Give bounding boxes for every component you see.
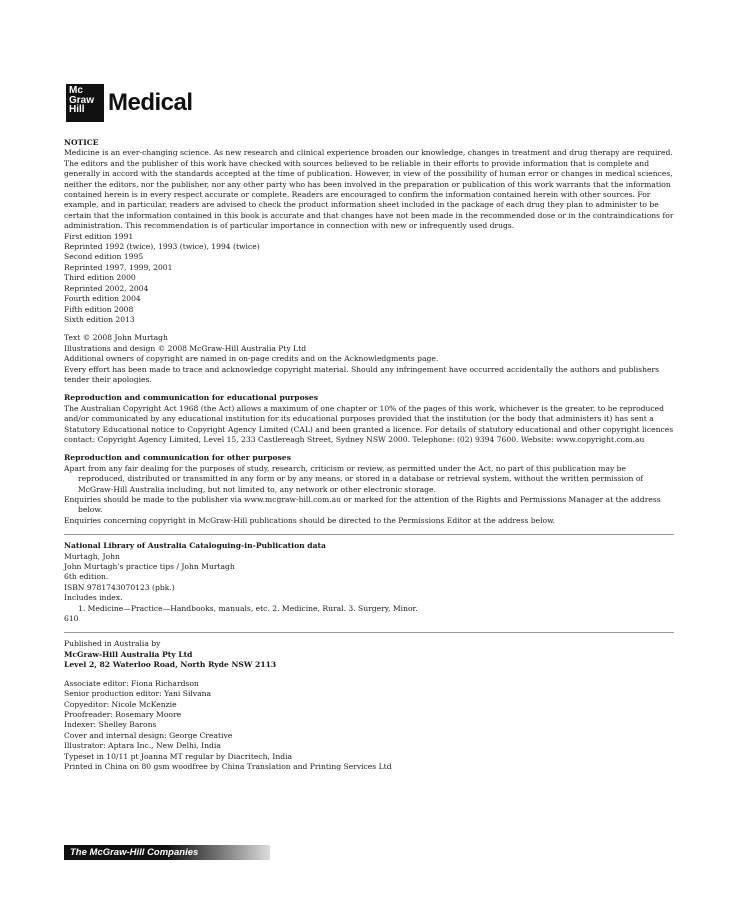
notice-heading: NOTICE	[64, 138, 99, 147]
educational-heading: Reproduction and communication for educational purposes	[64, 393, 319, 403]
other-purposes-section	[64, 453, 674, 526]
cip-line: Includes index.	[64, 593, 123, 603]
cip-line: ISBN 9781743070123 (pbk.)	[64, 582, 175, 592]
publisher-logo	[66, 84, 193, 122]
divider	[64, 534, 674, 535]
logo-medical-word: Medical	[108, 89, 193, 116]
other-purposes-heading: Reproduction and communication for other purposes	[64, 453, 291, 463]
credit-line: Indexer: Shelley Barons	[64, 720, 157, 730]
publisher-name: McGraw-Hill Australia Pty Ltd	[64, 649, 193, 659]
copyright-statement	[64, 333, 674, 385]
credit-line: Associate editor: Fiona Richardson	[64, 678, 199, 688]
credit-line: Copyeditor: Nicole McKenzie	[64, 699, 177, 709]
edition-line: Reprinted 2002, 2004	[64, 283, 149, 293]
copyright-line: Text © 2008 John Murtagh	[64, 333, 168, 343]
other-purposes-p3: Enquiries concerning copyright in McGraw-Hill publications should be directed to the Permissions Editor at the address below.	[64, 515, 556, 525]
credit-line: Senior production editor: Yani Silvana	[64, 689, 212, 699]
edition-line: Reprinted 1997, 1999, 2001	[64, 262, 173, 272]
edition-line: Sixth edition 2013	[64, 314, 135, 324]
mcgraw-hill-companies-banner: The McGraw-Hill Companies	[64, 845, 270, 860]
copyright-line: Illustrations and design © 2008 McGraw-Hill Australia Pty Ltd	[64, 343, 307, 353]
other-purposes-p2: Enquiries should be made to the publisher via www.mcgraw-hill.com.au or marked for the attention of the Rights and Permissions Manager at the address below.	[64, 495, 661, 515]
copyright-line: Every effort has been made to trace and acknowledge copyright material. Should any infringement have occurred accidentally the authors and publishers tender their apologies.	[64, 364, 659, 384]
cip-line: Murtagh, John	[64, 551, 120, 561]
production-credits	[64, 679, 674, 773]
edition-line: Second edition 1995	[64, 252, 144, 262]
edition-line: First edition 1991	[64, 231, 134, 241]
cip-line: 6th edition.	[64, 572, 109, 582]
edition-line: Fourth edition 2004	[64, 294, 141, 304]
educational-section	[64, 393, 674, 445]
cip-subjects: 1. Medicine—Practice—Handbooks, manuals, etc. 2. Medicine, Rural. 3. Surgery, Minor.	[78, 603, 418, 613]
cip-number: 610	[64, 614, 79, 624]
credit-line: Proofreader: Rosemary Moore	[64, 709, 182, 719]
copyright-page-content	[64, 138, 674, 772]
publisher-section	[64, 639, 674, 670]
cip-heading: National Library of Australia Cataloguing-in-Publication data	[64, 541, 326, 551]
credit-line: Printed in China on 80 gsm woodfree by China Translation and Printing Services Ltd	[64, 761, 392, 771]
credit-line: Typeset in 10/11 pt Joanna MT regular by Diacritech, India	[64, 751, 293, 761]
edition-line: Fifth edition 2008	[64, 304, 134, 314]
publisher-intro: Published in Australia by	[64, 639, 161, 649]
credit-line: Cover and internal design: George Creative	[64, 730, 233, 740]
other-purposes-p1: Apart from any fair dealing for the purposes of study, research, criticism or review, as permitted under the Act, no part of this publication may be reproduced, distributed or transmitted in any form or by any means, or stored in a database or retrieval system, without the written permission of McGraw-Hill Australia including, but not limited to, any network or other electronic storage.	[64, 463, 644, 494]
notice-body: Medicine is an ever-changing science. As new research and clinical experience broaden our knowledge, changes in treatment and drug therapy are required. The editors and the publisher of this work have checked with sources believed to be reliable in their efforts to provide information that is complete and generally in accord with the standards accepted at the time of publication. However, in view of the possibility of human error or changes in medical sciences, neither the editors, nor the publisher, nor any other party who has been involved in the preparation or publication of this work warrants that the information contained herein is in every respect accurate or complete. Readers are encouraged to confirm the information contained herein with other sources. For example, and in particular, readers are advised to check the product information sheet included in the package of each drug they plan to administer to be certain that the information contained in this book is accurate and that changes have not been made in the recommended dose or in the contraindications for administration. This recommendation is of particular importance in connection with new or infrequently used drugs.	[64, 148, 674, 231]
edition-line: Third edition 2000	[64, 273, 136, 283]
educational-body: The Australian Copyright Act 1968 (the Act) allows a maximum of one chapter or 10% of the pages of this work, whichever is the greater, to be reproduced and/or communicated by any educational institution for its educational purposes provided that the institution (or the body that administers it) has sent a Statutory Educational notice to Copyright Agency Limited (CAL) and been granted a licence. For details of statutory educational and other copyright licences contact: Copyright Agency Limited, Level 15, 233 Castlereagh Street, Sydney NSW 2000. Telephone: (02) 9394 7600. Website: www.copyright.com.au	[64, 403, 674, 444]
mcgraw-hill-logo-box: Mc Graw Hill	[66, 84, 104, 122]
edition-line: Reprinted 1992 (twice), 1993 (twice), 1994 (twice)	[64, 242, 260, 252]
cip-section	[64, 541, 674, 624]
cip-line: John Murtagh's practice tips / John Murtagh	[64, 562, 235, 572]
copyright-line: Additional owners of copyright are named in on-page credits and on the Acknowledgments page.	[64, 354, 439, 364]
divider	[64, 632, 674, 633]
publisher-address: Level 2, 82 Waterloo Road, North Ryde NSW 2113	[64, 660, 277, 670]
edition-history	[64, 232, 674, 326]
credit-line: Illustrator: Aptara Inc., New Delhi, India	[64, 741, 221, 751]
